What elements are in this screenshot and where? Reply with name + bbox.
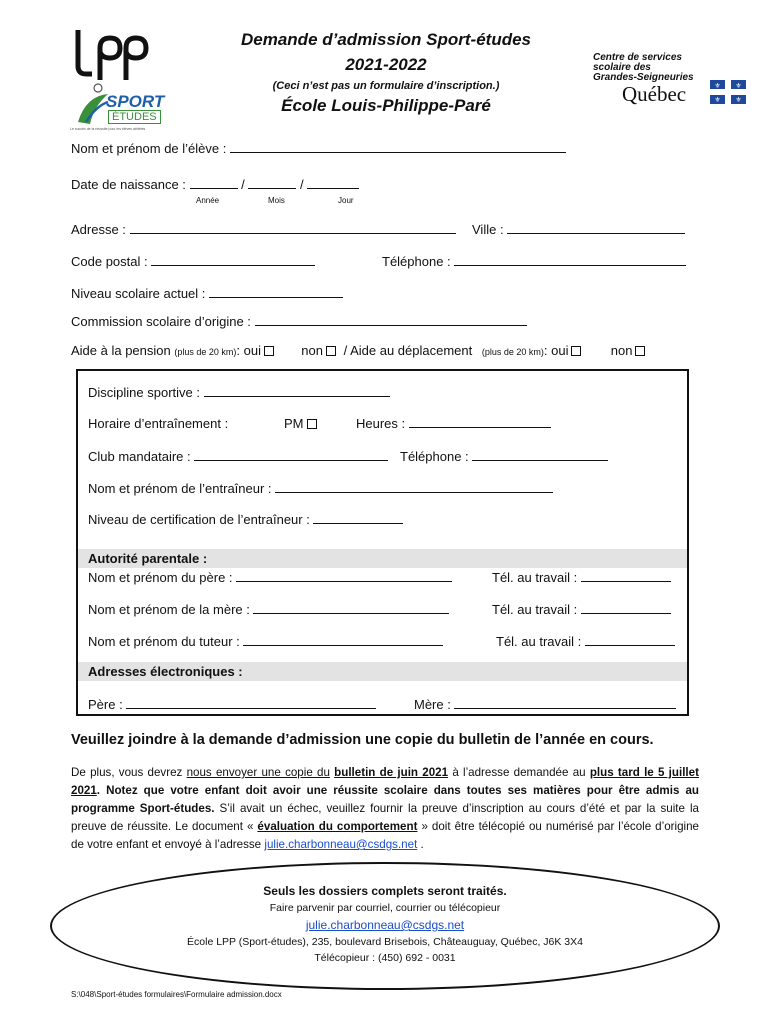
phone-label: Téléphone : <box>382 254 451 269</box>
board-row <box>71 314 527 329</box>
mother-row <box>88 602 449 617</box>
father-email-field[interactable] <box>126 697 376 709</box>
logo-etudes-text: ÉTUDES <box>108 110 161 124</box>
form-disclaimer: (Ceci n’est pas un formulaire d’inscription.) <box>272 80 500 92</box>
dob-row <box>71 177 359 192</box>
mother-work-row <box>492 602 671 617</box>
dob-day-hint: Jour <box>338 196 354 205</box>
father-work-field[interactable] <box>581 570 671 582</box>
pm-row <box>284 416 317 431</box>
travel-aid-non-checkbox[interactable] <box>635 346 645 356</box>
father-email-row <box>88 697 376 712</box>
coach-label: Nom et prénom de l’entraîneur : <box>88 481 272 496</box>
travel-aid-label: Aide au déplacement <box>350 343 473 358</box>
tutor-field[interactable] <box>243 634 443 646</box>
svg-text:⚜: ⚜ <box>714 97 721 104</box>
notice-paragraph <box>71 764 699 854</box>
postal-row <box>71 254 315 269</box>
emails-heading: Adresses électroniques : <box>88 664 243 679</box>
svg-text:⚜: ⚜ <box>714 83 721 90</box>
board-aid-non-checkbox[interactable] <box>326 346 336 356</box>
club-field[interactable] <box>194 449 388 461</box>
hours-field[interactable] <box>409 416 551 428</box>
postal-field[interactable] <box>151 254 315 266</box>
quebec-flag-icon <box>710 80 746 107</box>
tutor-work-row <box>496 634 675 649</box>
travel-aid-oui-checkbox[interactable] <box>571 346 581 356</box>
father-email-label: Père : <box>88 697 123 712</box>
notice-email-link[interactable]: julie.charbonneau@csdgs.net <box>264 838 418 851</box>
css-line3: Grandes-Seigneuries <box>593 72 694 83</box>
coach-field[interactable] <box>275 481 553 493</box>
postal-label: Code postal : <box>71 254 148 269</box>
mother-email-field[interactable] <box>454 697 676 709</box>
city-field[interactable] <box>507 222 685 234</box>
father-label: Nom et prénom du père : <box>88 570 233 585</box>
club-phone-field[interactable] <box>472 449 608 461</box>
css-line2: scolaire des <box>593 62 651 73</box>
club-label: Club mandataire : <box>88 449 191 464</box>
cert-row <box>88 512 403 527</box>
city-label: Ville : <box>472 222 504 237</box>
mother-label: Nom et prénom de la mère : <box>88 602 250 617</box>
file-path: S:\048\Sport-études formulaires\Formulaire admission.docx <box>71 990 282 999</box>
board-field[interactable] <box>255 314 527 326</box>
father-row <box>88 570 452 585</box>
student-name-row <box>71 141 566 156</box>
student-name-field[interactable] <box>230 141 566 153</box>
address-row <box>71 222 456 237</box>
aid-separator: / <box>343 343 348 358</box>
tutor-row <box>88 634 443 649</box>
dob-separator-1: / <box>241 177 245 192</box>
city-row <box>472 222 685 237</box>
svg-text:⚜: ⚜ <box>735 97 742 104</box>
notice-text-9: » doit être télécopié ou numérisé par l’école d’origine de votre enfant et envoyé à l’adresse <box>71 820 699 851</box>
mother-work-field[interactable] <box>581 602 671 614</box>
discipline-field[interactable] <box>204 385 390 397</box>
discipline-label: Discipline sportive : <box>88 385 200 400</box>
fax-number: Télécopieur : (450) 692 - 0031 <box>314 952 456 964</box>
notice-text-11: . <box>420 838 424 851</box>
phone-row <box>382 254 686 269</box>
club-phone-row <box>400 449 608 464</box>
club-phone-label: Téléphone : <box>400 449 469 464</box>
pm-label: PM <box>284 416 304 431</box>
svg-text:⚜: ⚜ <box>735 83 742 90</box>
level-row <box>71 286 343 301</box>
mother-work-label: Tél. au travail : <box>492 602 578 617</box>
travel-aid-oui-label: : oui <box>543 343 569 358</box>
notice-evaluation-doc: évaluation du comportement <box>257 820 418 833</box>
board-aid-km: (plus de 20 km) <box>174 347 237 357</box>
lpp-logo <box>70 26 150 87</box>
dob-year-field[interactable] <box>190 177 238 189</box>
logo-tagline: Le succès de la réussite pour les élèves athlètes <box>70 127 146 131</box>
level-field[interactable] <box>209 286 343 298</box>
lpp-logo-graphic <box>70 26 150 84</box>
hours-label: Heures : <box>356 416 406 431</box>
board-aid-label: Aide à la pension <box>71 343 171 358</box>
notice-text-4: à l’adresse demandée au <box>452 766 586 779</box>
mother-email-label: Mère : <box>414 697 451 712</box>
address-label: Adresse : <box>71 222 126 237</box>
cert-field[interactable] <box>313 512 403 524</box>
school-name: École Louis-Philippe-Paré <box>281 96 491 115</box>
travel-aid-km: (plus de 20 km) <box>481 347 544 357</box>
form-title-line1: Demande d’admission Sport-études <box>241 30 531 49</box>
father-work-label: Tél. au travail : <box>492 570 578 585</box>
dob-separator-2: / <box>300 177 304 192</box>
schedule-row <box>88 416 228 431</box>
notice-requirement: . Notez que votre enfant doit avoir une réussite scolaire dans toutes ses matières pour être admis au programme Sport-études. <box>71 784 699 815</box>
level-label: Niveau scolaire actuel : <box>71 286 206 301</box>
tutor-work-label: Tél. au travail : <box>496 634 582 649</box>
parental-heading: Autorité parentale : <box>88 551 208 566</box>
form-title-year: 2021-2022 <box>345 55 427 74</box>
complete-files-note: Seuls les dossiers complets seront traités. <box>263 884 507 898</box>
logo-sport-text: SPORT <box>106 92 165 111</box>
father-work-row <box>492 570 671 585</box>
board-aid-oui-checkbox[interactable] <box>264 346 274 356</box>
father-field[interactable] <box>236 570 452 582</box>
css-line1: Centre de services <box>593 52 682 63</box>
school-address: École LPP (Sport-études), 235, boulevard Brisebois, Châteauguay, Québec, J6K 3X4 <box>187 936 583 948</box>
travel-aid-non-label: non <box>610 343 633 358</box>
aid-row <box>71 343 645 358</box>
student-name-label: Nom et prénom de l’élève : <box>71 141 227 156</box>
notice-text-2: nous envoyer une copie du <box>186 766 330 779</box>
board-aid-non-label: non <box>301 343 323 358</box>
notice-text-7: S’il avait un échec, veuillez fournir la preuve d’inscription au cours d’été et par la suite la preuve de réussite. Le document « <box>71 802 699 833</box>
dob-month-hint: Mois <box>268 196 285 205</box>
hours-row <box>356 416 551 431</box>
send-instructions: Faire parvenir par courriel, courrier ou télécopieur <box>269 902 501 914</box>
coach-row <box>88 481 553 496</box>
pm-checkbox[interactable] <box>307 419 317 429</box>
notice-text-1: De plus, vous devrez <box>71 766 183 779</box>
board-aid-oui-label: : oui <box>236 343 261 358</box>
dob-day-field[interactable] <box>307 177 359 189</box>
tutor-work-field[interactable] <box>585 634 675 646</box>
schedule-label: Horaire d’entraînement : <box>88 416 229 431</box>
dob-month-field[interactable] <box>248 177 296 189</box>
notice-deadline: plus tard le 5 juillet 2021 <box>71 766 699 797</box>
discipline-row <box>88 385 390 400</box>
address-field[interactable] <box>130 222 456 234</box>
mother-field[interactable] <box>253 602 449 614</box>
footer-email-link[interactable]: julie.charbonneau@csdgs.net <box>305 918 465 932</box>
notice-bulletin-date: bulletin de juin 2021 <box>334 766 449 779</box>
cert-label: Niveau de certification de l’entraîneur : <box>88 512 310 527</box>
tutor-label: Nom et prénom du tuteur : <box>88 634 240 649</box>
dob-label: Date de naissance : <box>71 177 186 192</box>
club-row <box>88 449 388 464</box>
phone-field[interactable] <box>454 254 686 266</box>
mother-email-row <box>414 697 676 712</box>
dob-year-hint: Année <box>196 196 220 205</box>
board-label: Commission scolaire d’origine : <box>71 314 251 329</box>
quebec-wordmark: Québec <box>622 82 687 106</box>
notice-heading: Veuillez joindre à la demande d’admission une copie du bulletin de l’année en cours. <box>71 732 654 748</box>
